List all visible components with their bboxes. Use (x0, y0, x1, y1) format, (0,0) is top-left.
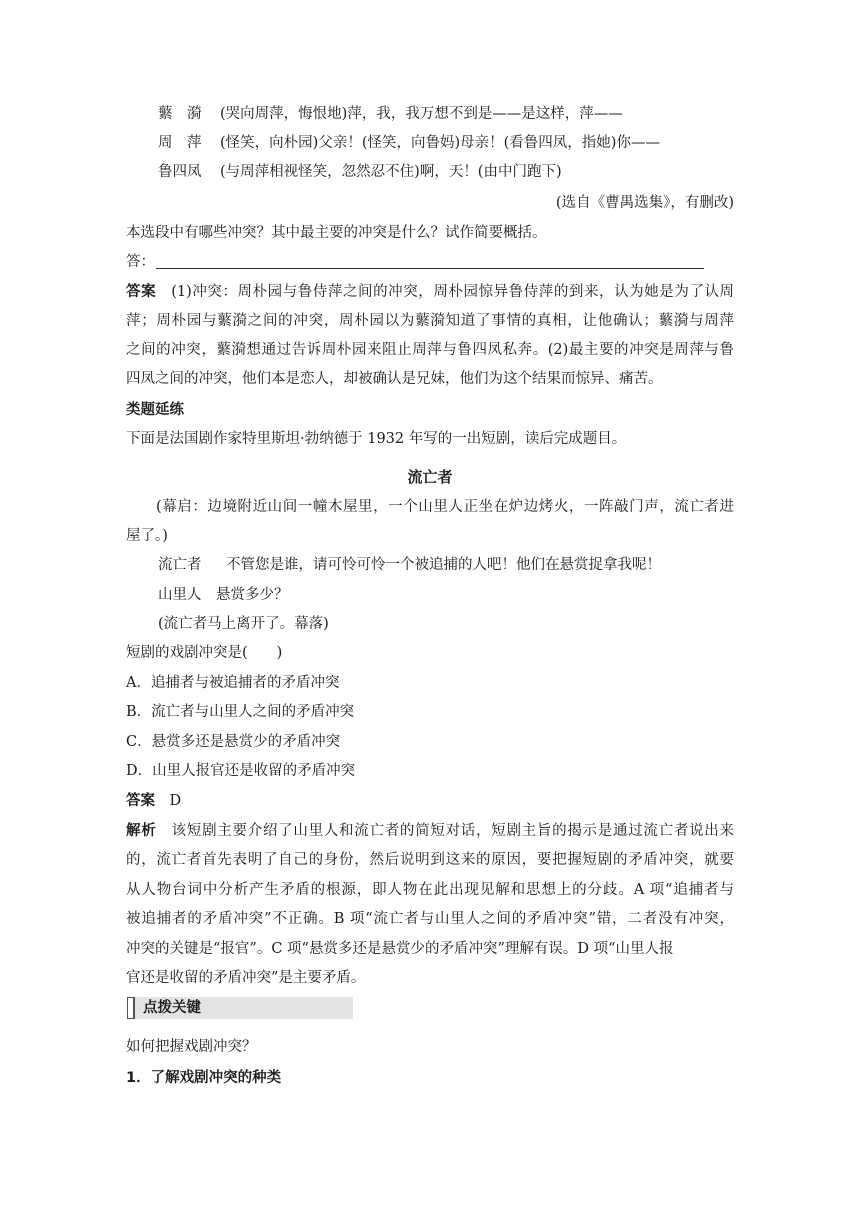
play-title: 流亡者 (407, 468, 453, 486)
dialogue-line (158, 555, 661, 575)
option-a: A．追捕者与被追捕者的矛盾冲突 (126, 675, 340, 691)
section-banner (127, 997, 353, 1019)
answer-2 (126, 791, 181, 811)
answer-prompt: 答： (126, 254, 155, 270)
dialogue-text: (与周萍相视怪笑，忽然忍不住)啊，天！(由中门跑下) (220, 164, 562, 180)
speaker-name: 山里人 (158, 587, 202, 603)
analysis-text: 该短剧主要介绍了山里人和流亡者的简短对话，短剧主旨的揭示是通过流亡者说出来 (171, 823, 734, 839)
dialogue-text: (哭向周萍，悔恨地)萍，我，我万想不到是——是这样，萍—— (220, 106, 623, 122)
banner-title: 点拨关键 (143, 1000, 201, 1016)
option-c: C．悬赏多还是悬赏少的矛盾冲突 (126, 734, 341, 750)
answer-1-text: 四凤之间的冲突，他们本是恋人，却被确认是兄妹，他们为这个结果而惊异、痛苦。 (126, 371, 663, 387)
answer-1-text: (1)冲突：周朴园与鲁侍萍之间的冲突，周朴园惊异鲁侍萍的到来，认为她是为了认周 (171, 284, 735, 300)
analysis-text: 被追捕者的矛盾冲突”不正确。B 项“流亡者与山里人之间的矛盾冲突”错，二者没有冲突， (126, 911, 734, 927)
source-note: (选自《曹禺选集》，有删改) (555, 195, 734, 211)
speaker-name: 蘩 漪 (158, 106, 202, 122)
answer-label: 答案 (126, 284, 157, 300)
dialogue-line (158, 133, 660, 153)
question-1: 本选段中有哪些冲突？其中最主要的冲突是什么？试作简要概括。 (126, 225, 547, 241)
dialogue-line (158, 104, 623, 124)
answer-1-text: 之间的冲突，蘩漪想通过告诉周朴园来阻止周萍与鲁四凤私奔。(2)最主要的冲突是周萍与鲁 (126, 342, 734, 358)
answer-blank-line (156, 268, 704, 269)
option-d: D．山里人报官还是收留的矛盾冲突 (126, 763, 356, 779)
section-heading: 类题延练 (126, 402, 184, 418)
analysis-text: 冲突的关键是“报官”。C 项“悬赏多还是悬赏少的矛盾冲突”理解有误。D 项“山里人报 (126, 941, 674, 957)
answer-value: D (169, 793, 182, 809)
option-b: B．流亡者与山里人之间的矛盾冲突 (126, 704, 355, 720)
speaker-name: 周 萍 (158, 135, 202, 151)
dialogue-line (158, 585, 289, 605)
dialogue-line (158, 162, 562, 182)
dialogue-text: 悬赏多少？ (216, 587, 289, 603)
analysis-line (126, 821, 734, 841)
answer-1-text: 萍；周朴园与蘩漪之间的冲突，周朴园以为蘩漪知道了事情的真相，让他确认；蘩漪与周萍 (126, 313, 734, 329)
speaker-name: 鲁四凤 (158, 164, 202, 180)
closing-direction: (流亡者马上离开了。幕落) (158, 616, 329, 632)
key-question: 如何把握戏剧冲突？ (126, 1039, 257, 1055)
intro-text: 下面是法国剧作家特里斯坦·勃纳德于 1932 年写的一出短剧，读后完成题目。 (126, 431, 627, 447)
speaker-name: 流亡者 (158, 557, 202, 573)
dialogue-text: 不管您是谁，请可怜可怜一个被追捕的人吧！他们在悬赏捉拿我呢！ (226, 557, 661, 573)
answer-1-line (126, 282, 734, 302)
analysis-text: 的，流亡者首先表明了自己的身份，然后说明到这来的原因，要把握短剧的矛盾冲突，就要 (126, 852, 734, 868)
answer-label: 答案 (126, 793, 155, 809)
analysis-text: 官还是收留的矛盾冲突”是主要矛盾。 (126, 970, 366, 986)
bookmark-icon (127, 997, 135, 1019)
question-2: 短剧的戏剧冲突是( ) (126, 645, 283, 661)
key-point: 1．了解戏剧冲突的种类 (126, 1070, 282, 1086)
stage-direction: (幕启：边境附近山间一幢木屋里，一个山里人正坐在炉边烤火，一阵敲门声，流亡者进 (156, 499, 734, 515)
analysis-text: 从人物台词中分析产生矛盾的根源，即人物在此出现见解和思想上的分歧。A 项“追捕者与 (126, 882, 734, 898)
analysis-label: 解析 (126, 823, 157, 839)
stage-direction: 屋了。) (126, 528, 168, 544)
dialogue-text: (怪笑，向朴园)父亲！(怪笑，向鲁妈)母亲！(看鲁四凤，指她)你—— (220, 135, 660, 151)
